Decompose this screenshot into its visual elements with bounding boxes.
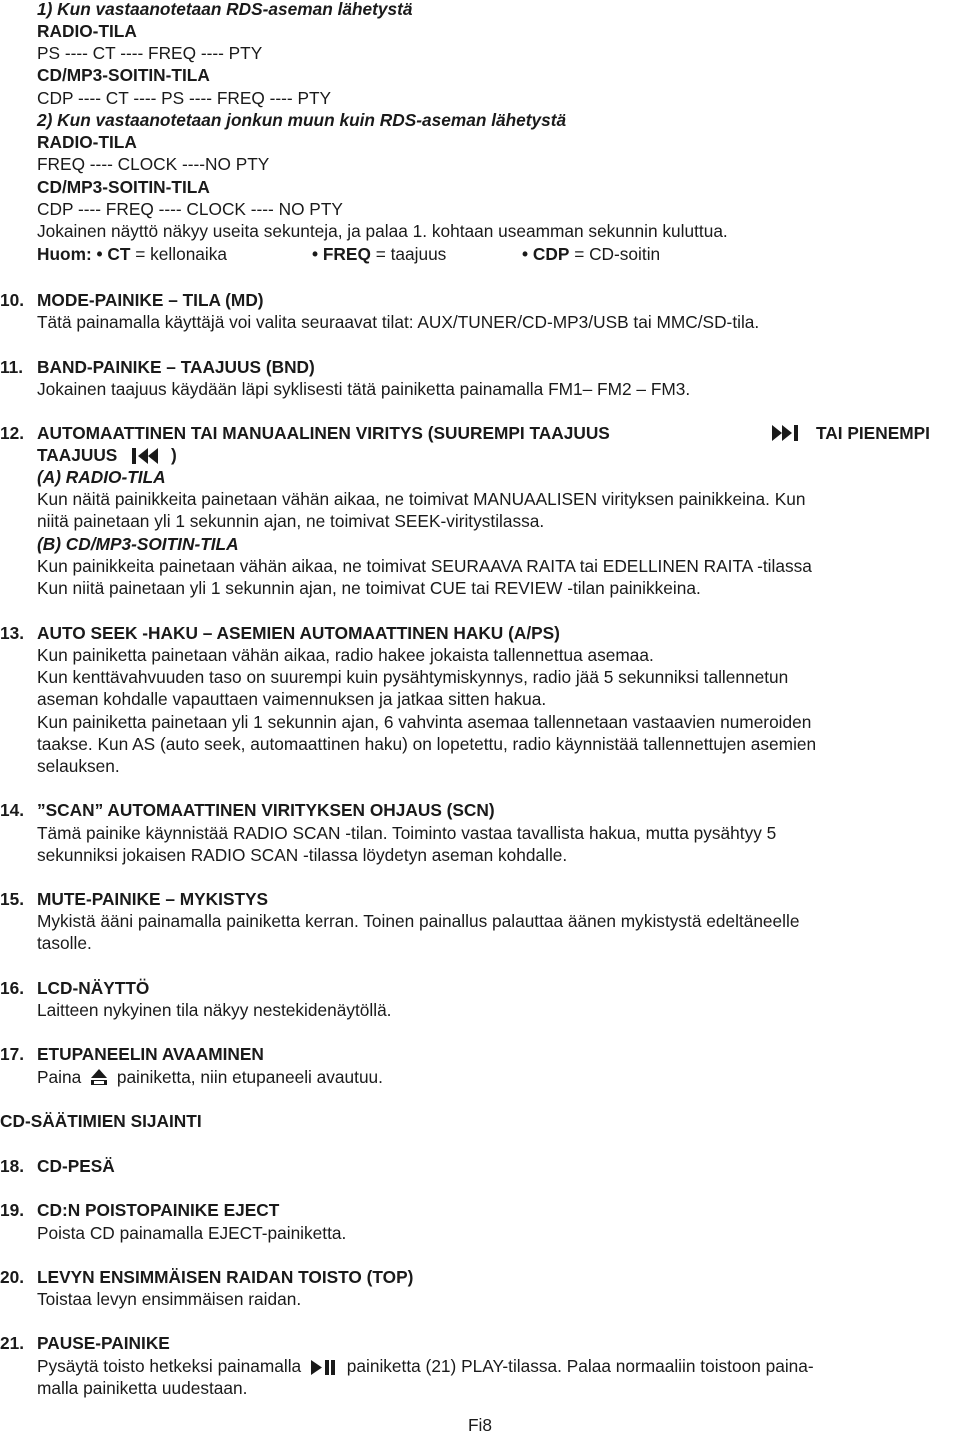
rds-case1-radio-sequence: PS ---- CT ---- FREQ ---- PTY	[37, 43, 263, 63]
cd-mode-label-2: CD/MP3-SOITIN-TILA	[37, 177, 210, 197]
section-19-number: 19.	[0, 1200, 25, 1220]
section-17-line1	[37, 1066, 383, 1091]
cd-controls-heading: CD-SÄÄTIMIEN SIJAINTI	[0, 1111, 202, 1131]
rds-note: Jokainen näyttö näkyy useita sekunteja, ja palaa 1. kohtaan useamman sekunnin kuluttua.	[37, 221, 728, 241]
cdp-definition: = CD-soitin	[574, 244, 661, 264]
section-13-title: AUTO SEEK -HAKU – ASEMIEN AUTOMAATTINEN HAKU (A/PS)	[37, 623, 560, 643]
section-13-line1: Kun painiketta painetaan vähän aikaa, radio hakee jokaista tallennettua asemaa.	[37, 645, 654, 665]
section-13-line4: Kun painiketta painetaan yli 1 sekunnin ajan, 6 vahvinta asemaa tallennetaan vastaavien numeroiden	[37, 712, 812, 732]
radio-mode-label: RADIO-TILA	[37, 21, 137, 41]
section-11-number: 11.	[0, 357, 24, 377]
cd-mode-label: CD/MP3-SOITIN-TILA	[37, 65, 210, 85]
section-12-title-c-text: TAAJUUS	[37, 445, 118, 465]
section-19-line1: Poista CD painamalla EJECT-painiketta.	[37, 1223, 347, 1243]
section-21-line1-a: Pysäytä toisto hetkeksi painamalla	[37, 1356, 302, 1376]
rds-case1-cd-sequence: CDP ---- CT ---- PS ---- FREQ ---- PTY	[37, 88, 332, 108]
section-20-title: LEVYN ENSIMMÄISEN RAIDAN TOISTO (TOP)	[37, 1267, 414, 1287]
section-10-title: MODE-PAINIKE – TILA (MD)	[37, 290, 264, 310]
section-15-title: MUTE-PAINIKE – MYKISTYS	[37, 889, 269, 909]
bullet: •	[312, 244, 319, 264]
section-17-line1-a: Paina	[37, 1067, 82, 1087]
freq-term: FREQ	[322, 244, 371, 264]
freq-definition: = taajuus	[375, 244, 447, 264]
section-12-title-a: AUTOMAATTINEN TAI MANUAALINEN VIRITYS (SUUREMPI TAAJUUS	[37, 423, 610, 443]
section-13-number: 13.	[0, 623, 25, 643]
section-12-sub-b: (B) CD/MP3-SOITIN-TILA	[37, 534, 239, 554]
rds-case1-title: 1) Kun vastaanotetaan RDS-aseman lähetystä	[37, 0, 413, 19]
section-11-title: BAND-PAINIKE – TAAJUUS (BND)	[37, 357, 315, 377]
section-17-line1-b: painiketta, niin etupaneeli avautuu.	[116, 1067, 383, 1087]
cdp-term: CDP	[532, 244, 570, 264]
section-16-number: 16.	[0, 978, 25, 998]
section-14-title: ”SCAN” AUTOMAATTINEN VIRITYKSEN OHJAUS (SCN)	[37, 800, 495, 820]
rds-case2-radio-sequence: FREQ ---- CLOCK ----NO PTY	[37, 154, 270, 174]
section-21-number: 21.	[0, 1333, 25, 1353]
section-17-number: 17.	[0, 1044, 25, 1064]
ct-definition: = kellonaika	[135, 244, 228, 264]
section-10-number: 10.	[0, 290, 25, 310]
cdp-legend	[522, 243, 660, 265]
play-pause-icon	[311, 1358, 337, 1380]
section-13-line5: taakse. Kun AS (auto seek, automaattinen haku) on lopetettu, radio käynnistää tallennettujen asemien	[37, 734, 817, 754]
section-14-number: 14.	[0, 800, 25, 820]
rds-case2-cd-sequence: CDP ---- FREQ ---- CLOCK ---- NO PTY	[37, 199, 343, 219]
section-21-title: PAUSE-PAINIKE	[37, 1333, 170, 1353]
section-12-title-b: TAI PIENEMPI	[816, 423, 930, 443]
section-11-text: Jokainen taajuus käydään läpi syklisesti tätä painiketta painamalla FM1– FM2 – FM3.	[37, 379, 691, 399]
eject-open-icon	[90, 1068, 108, 1091]
section-12-sub-a: (A) RADIO-TILA	[37, 467, 166, 487]
section-21-line1-b: painiketta (21) PLAY-tilassa. Palaa normaaliin toistoon paina-	[346, 1356, 814, 1376]
ct-term: CT	[107, 244, 131, 264]
section-14-line2: sekunniksi jokaisen RADIO SCAN -tilassa löydetyn aseman kohdalle.	[37, 845, 568, 865]
radio-mode-label-2: RADIO-TILA	[37, 132, 137, 152]
section-21-line2: malla painiketta uudestaan.	[37, 1378, 248, 1398]
huom-label: Huom:	[37, 244, 92, 264]
section-12-number: 12.	[0, 423, 25, 443]
rds-case2-title: 2) Kun vastaanotetaan jonkun muun kuin RDS-aseman lähetystä	[37, 110, 567, 130]
page-number: Fi8	[467, 1415, 492, 1435]
section-13-line2: Kun kenttävahvuuden taso on suurempi kuin pysähtymiskynnys, radio jää 5 sekunniksi tallennetun	[37, 667, 789, 687]
next-track-icon	[772, 425, 802, 446]
section-12-a-line2: niitä painetaan yli 1 sekunnin ajan, ne toimivat SEEK-viritystilassa.	[37, 511, 545, 531]
section-15-number: 15.	[0, 889, 25, 909]
freq-legend	[312, 243, 446, 265]
section-16-line1: Laitteen nykyinen tila näkyy nestekidenäytöllä.	[37, 1000, 392, 1020]
section-19-title: CD:N POISTOPAINIKE EJECT	[37, 1200, 280, 1220]
huom-line	[37, 243, 227, 265]
bullet: •	[96, 244, 103, 264]
section-15-line2: tasolle.	[37, 933, 92, 953]
section-14-line1: Tämä painike käynnistää RADIO SCAN -tilan. Toiminto vastaa tavallista hakua, mutta pysähtyy 5	[37, 823, 777, 843]
section-12-b-line1: Kun painikkeita painetaan vähän aikaa, ne toimivat SEURAAVA RAITA tai EDELLINEN RAITA -tilassa	[37, 556, 812, 576]
section-16-title: LCD-NÄYTTÖ	[37, 978, 150, 998]
section-20-number: 20.	[0, 1267, 25, 1287]
section-18-number: 18.	[0, 1156, 25, 1176]
section-12-b-line2: Kun niitä painetaan yli 1 sekunnin ajan, ne toimivat CUE tai REVIEW -tilan painikkeina.	[37, 578, 701, 598]
section-13-line6: selauksen.	[37, 756, 120, 776]
section-10-text: Tätä painamalla käyttäjä voi valita seuraavat tilat: AUX/TUNER/CD-MP3/USB tai MMC/SD-tila.	[37, 312, 760, 332]
section-20-line1: Toistaa levyn ensimmäisen raidan.	[37, 1289, 302, 1309]
section-12-a-line1: Kun näitä painikkeita painetaan vähän aikaa, ne toimivat MANUAALISEN virityksen painikkeina. Kun	[37, 489, 806, 509]
bullet: •	[522, 244, 529, 264]
section-15-line1: Mykistä ääni painamalla painiketta kerran. Toinen painallus palauttaa äänen mykistystä edeltäneelle	[37, 911, 800, 931]
section-12-title-d: )	[170, 445, 177, 465]
section-13-line3: aseman kohdalle vapauttaen vaimennuksen ja jatkaa sitten hakua.	[37, 689, 547, 709]
section-17-title: ETUPANEELIN AVAAMINEN	[37, 1044, 264, 1064]
section-18-title: CD-PESÄ	[37, 1156, 115, 1176]
